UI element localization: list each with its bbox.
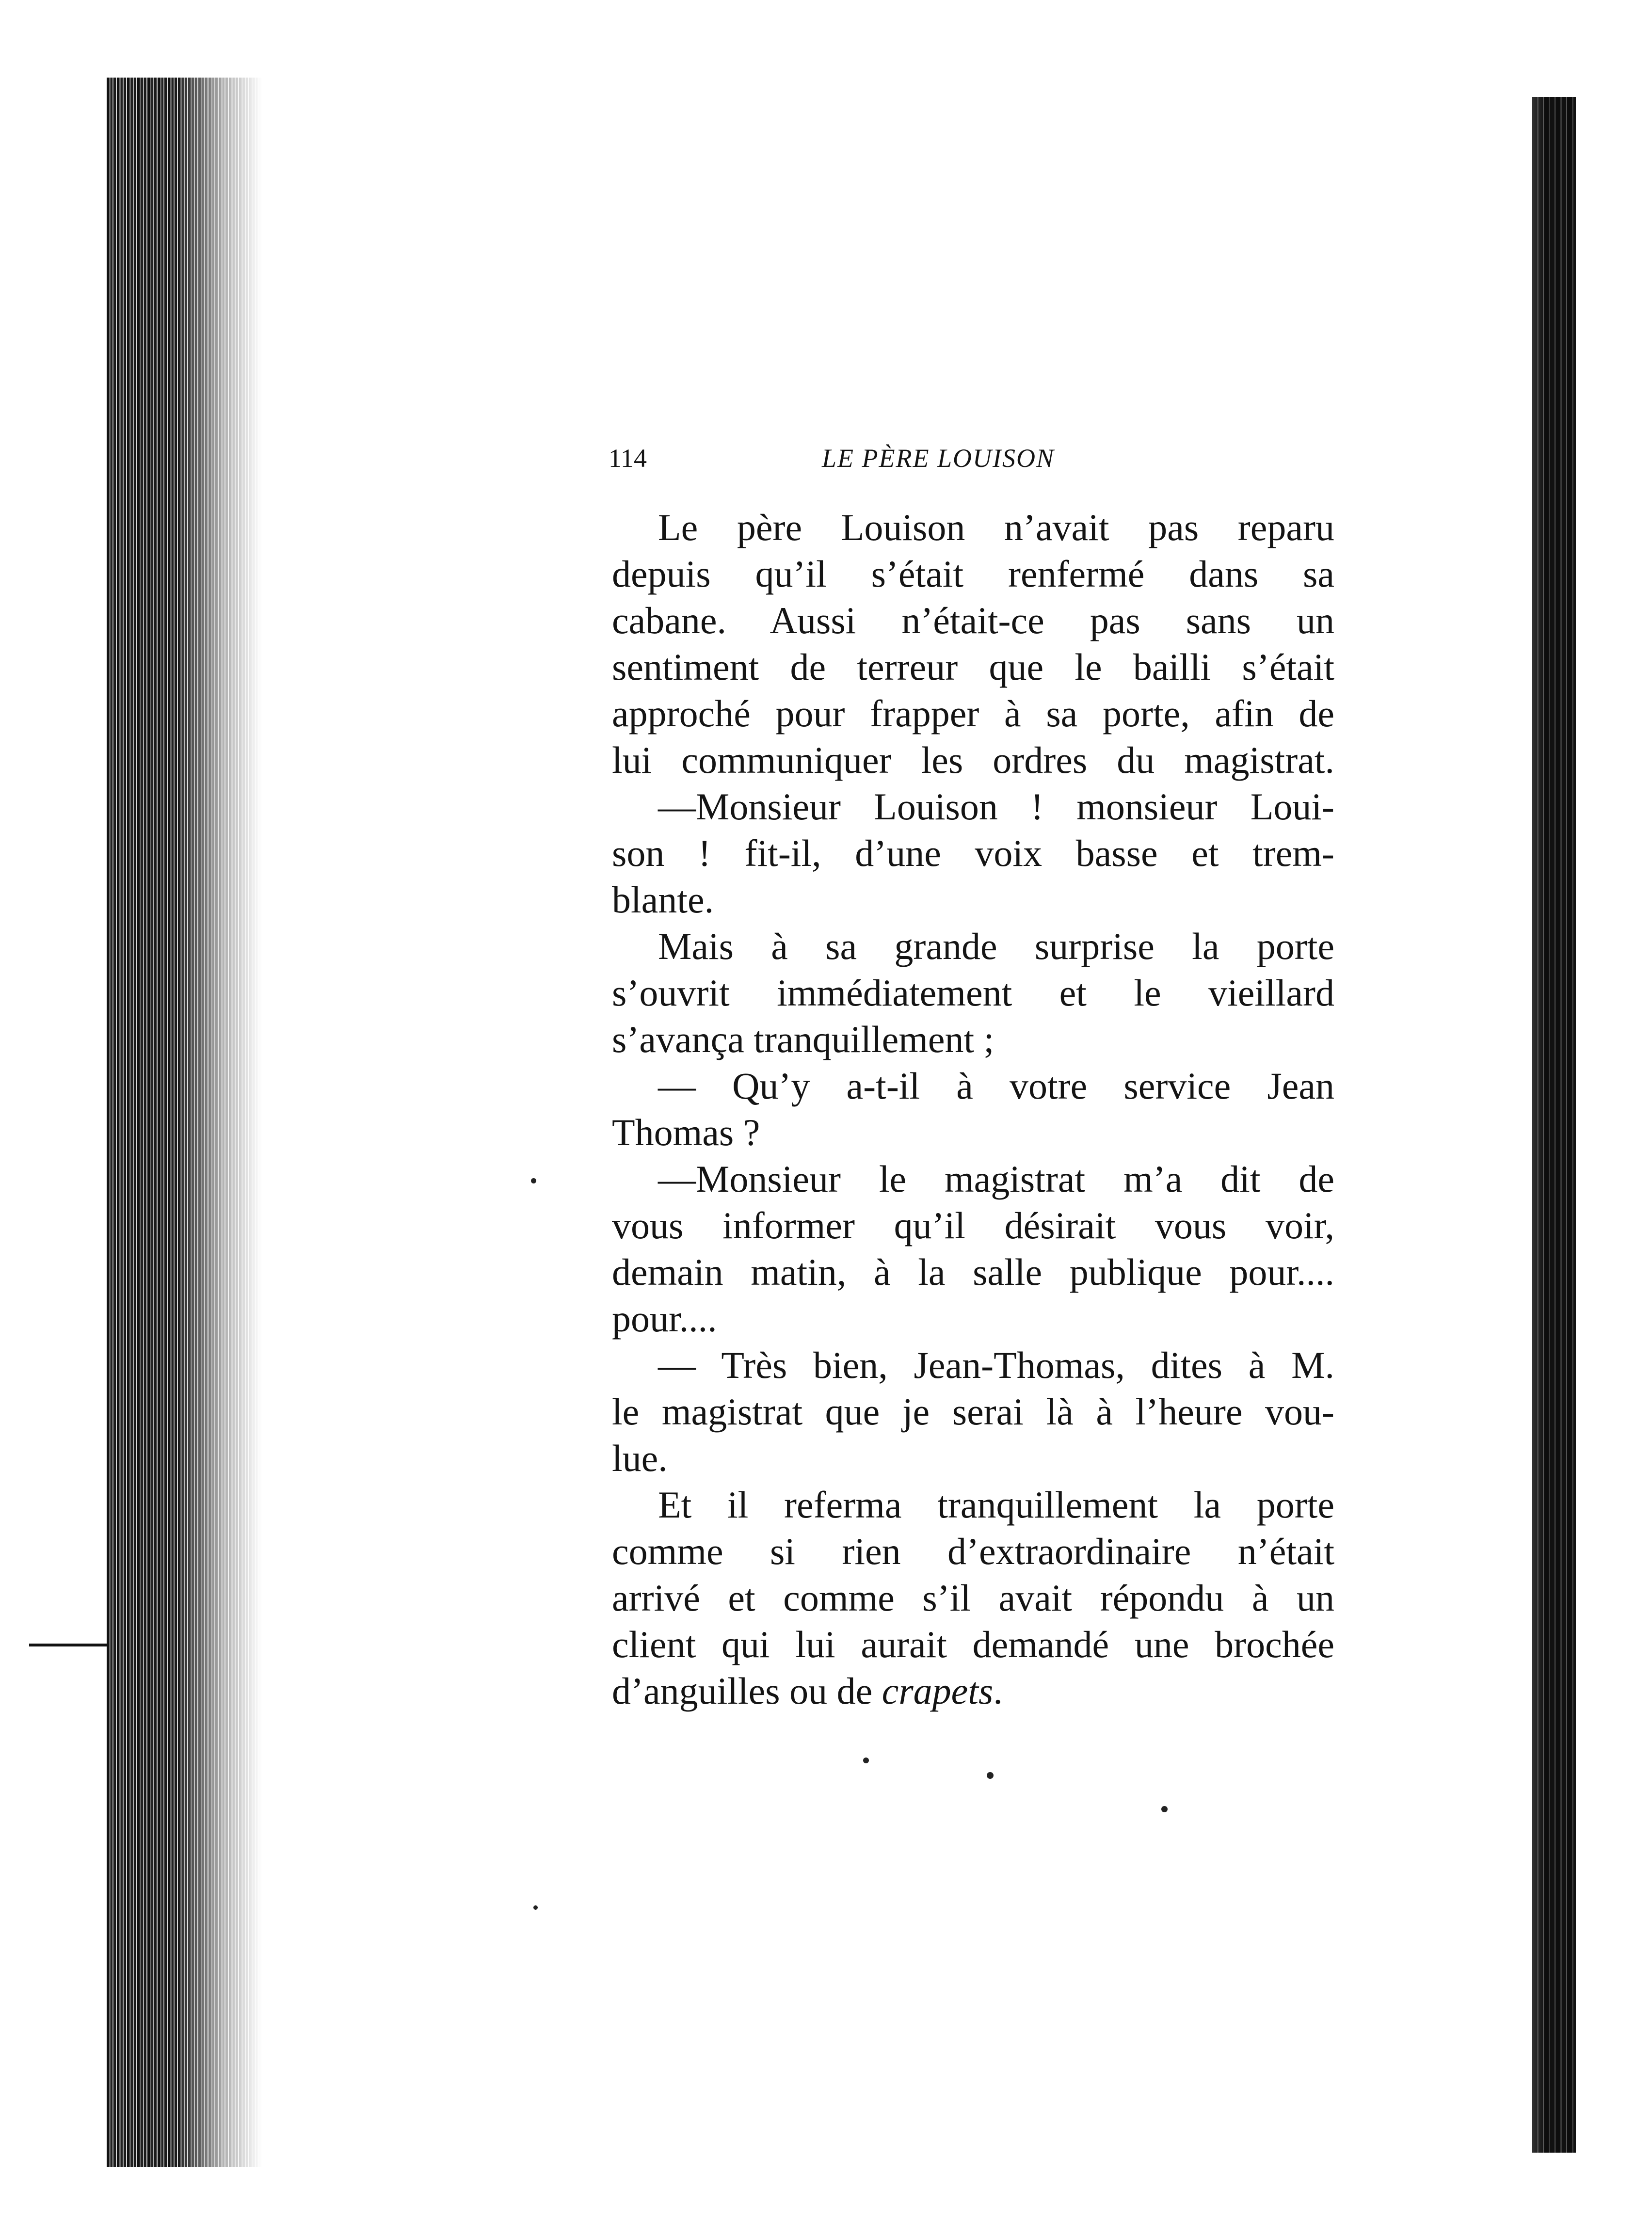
text-line: demain matin, à la salle publique pour.... (612, 1251, 1334, 1293)
scan-speck (1161, 1806, 1168, 1812)
paragraph (612, 1156, 1334, 1342)
text-line: — Qu’y a-t-il à votre service Jean (658, 1065, 1334, 1107)
text-line: le magistrat que je serai là à l’heure vou- (612, 1390, 1334, 1433)
paragraph (612, 783, 1334, 923)
scanned-book-spine-left (107, 78, 262, 2167)
text-run: d’anguilles ou de (612, 1670, 882, 1712)
running-header (609, 439, 1110, 478)
text-line: comme si rien d’extraordinaire n’était (612, 1530, 1334, 1572)
text-line: son ! fit-il, d’une voix basse et trem- (612, 832, 1334, 874)
paragraph (612, 1063, 1334, 1156)
text-line: Thomas ? (612, 1111, 760, 1153)
margin-mark (29, 1644, 107, 1646)
scan-speck (987, 1772, 994, 1779)
text-line: lue. (612, 1437, 668, 1479)
text-line: approché pour frapper à sa porte, afin de (612, 692, 1334, 735)
text-line: Le père Louison n’avait pas reparu (658, 506, 1334, 548)
running-title: LE PÈRE LOUISON (822, 444, 1055, 473)
scan-speck (863, 1758, 869, 1763)
text-line: — Très bien, Jean-Thomas, dites à M. (658, 1344, 1334, 1386)
text-line-final (612, 1668, 1334, 1714)
text-line: —Monsieur le magistrat m’a dit de (658, 1158, 1334, 1200)
italic-word: crapets (882, 1670, 994, 1712)
scanned-page-edge-right (1532, 97, 1576, 2153)
text-line: depuis qu’il s’était renfermé dans sa (612, 553, 1334, 595)
scan-speck (531, 1178, 536, 1183)
page-number: 114 (609, 444, 647, 473)
final-punctuation: . (993, 1670, 1003, 1712)
text-line: sentiment de terreur que le bailli s’était (612, 646, 1334, 688)
paragraph (612, 1482, 1334, 1714)
text-line: Et il referma tranquillement la porte (658, 1484, 1334, 1526)
text-line: —Monsieur Louison ! monsieur Loui- (658, 785, 1334, 828)
text-line: s’ouvrit immédiatement et le vieillard (612, 972, 1334, 1014)
paragraph (612, 1342, 1334, 1482)
text-line: Mais à sa grande surprise la porte (658, 925, 1334, 967)
body-text (612, 504, 1334, 1714)
scan-speck (533, 1905, 538, 1910)
text-line: arrivé et comme s’il avait répondu à un (612, 1577, 1334, 1619)
text-line: cabane. Aussi n’était-ce pas sans un (612, 599, 1334, 641)
text-line: client qui lui aurait demandé une brochée (612, 1623, 1334, 1665)
text-line: pour.... (612, 1297, 717, 1340)
text-line: vous informer qu’il désirait vous voir, (612, 1204, 1334, 1246)
text-line: lui communiquer les ordres du magistrat. (612, 739, 1334, 781)
paragraph (612, 923, 1334, 1063)
text-line: blante. (612, 879, 714, 921)
text-line: s’avança tranquillement ; (612, 1018, 994, 1060)
paragraph (612, 504, 1334, 783)
